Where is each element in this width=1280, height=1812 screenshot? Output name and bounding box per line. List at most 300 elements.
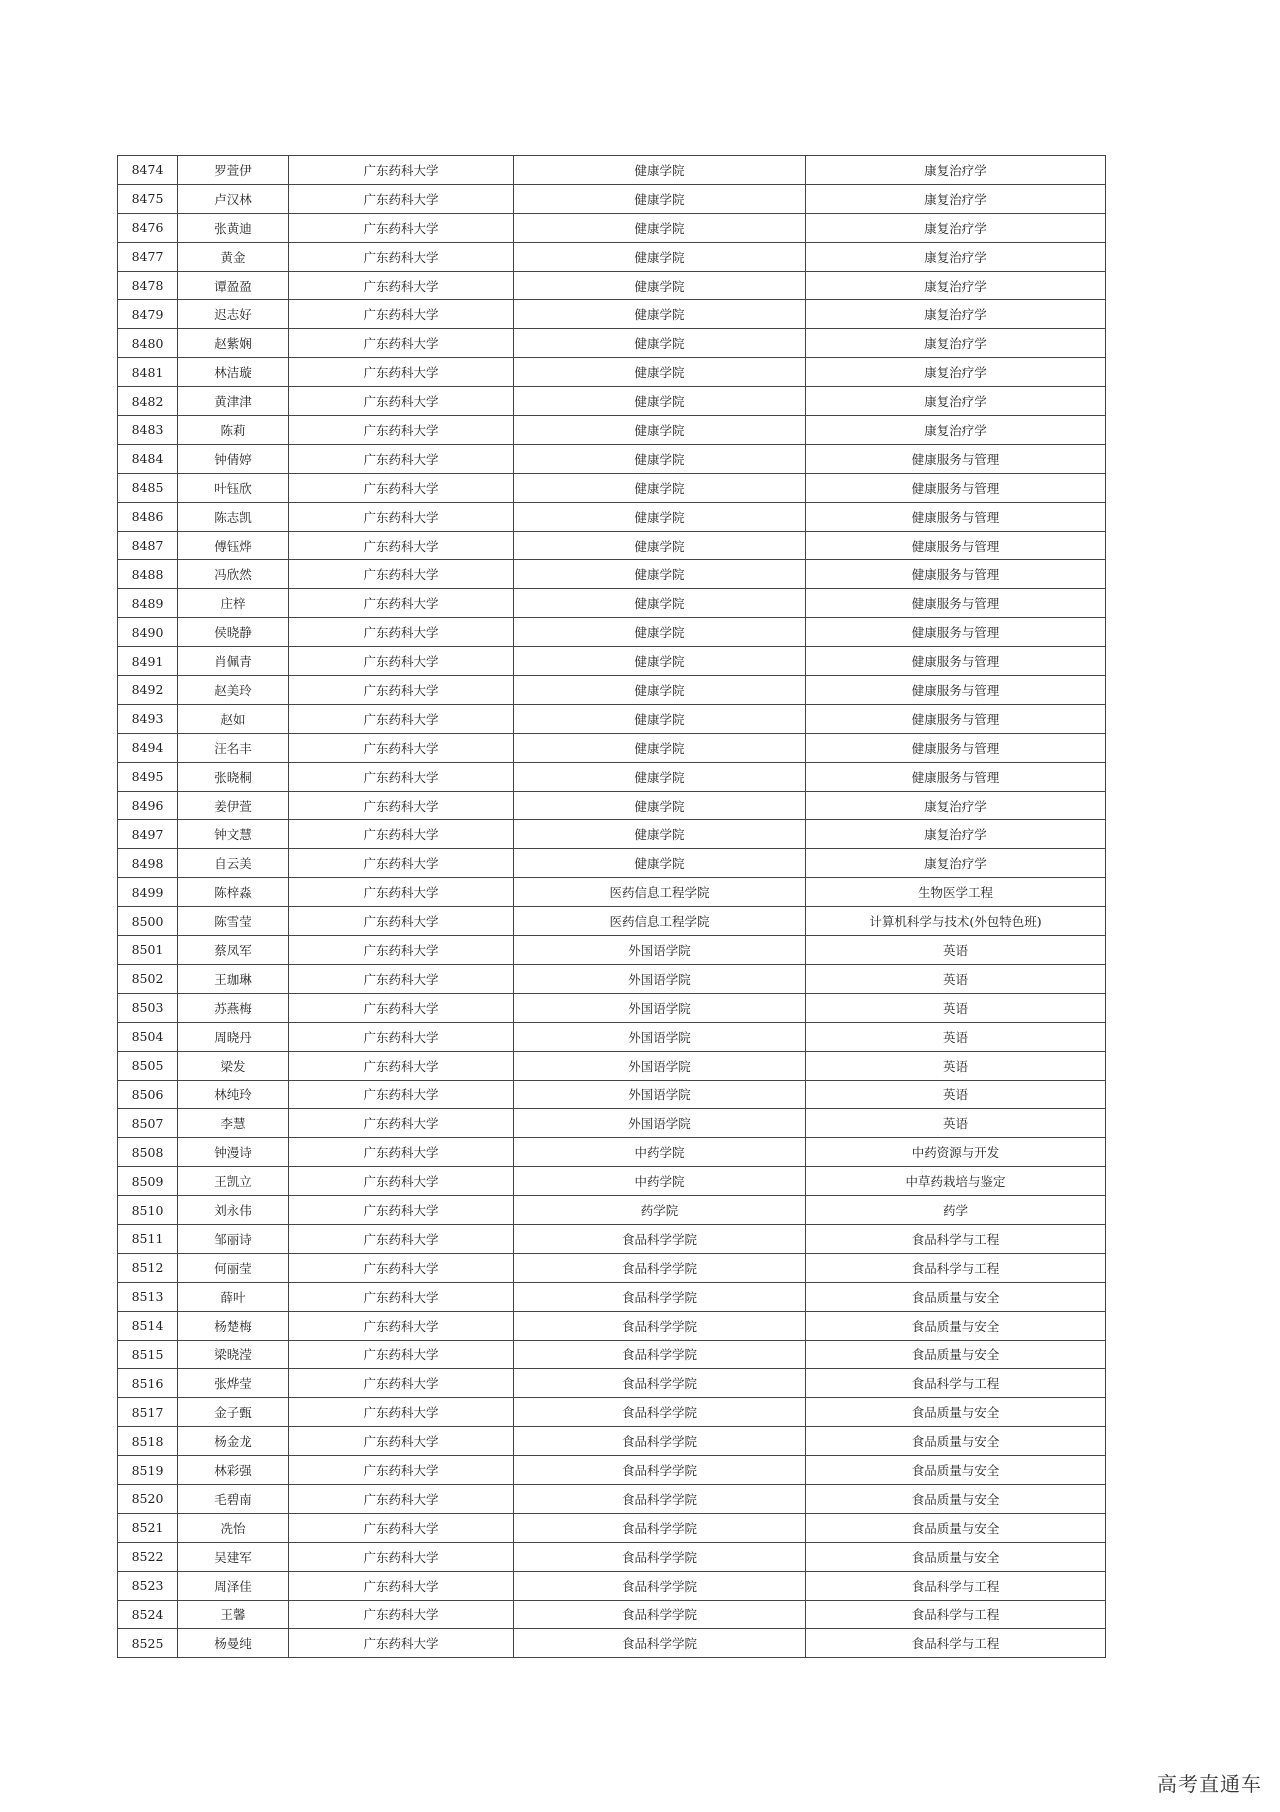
row-number-cell: 8512 xyxy=(118,1253,178,1282)
major-cell: 康复治疗学 xyxy=(806,849,1106,878)
major-cell: 健康服务与管理 xyxy=(806,618,1106,647)
college-cell: 食品科学学院 xyxy=(514,1340,806,1369)
major-cell: 康复治疗学 xyxy=(806,358,1106,387)
student-name-cell: 张黄迪 xyxy=(178,213,289,242)
university-cell: 广东药科大学 xyxy=(289,1629,514,1658)
college-cell: 食品科学学院 xyxy=(514,1427,806,1456)
row-number-cell: 8482 xyxy=(118,387,178,416)
table-row xyxy=(118,387,1106,416)
major-cell: 英语 xyxy=(806,964,1106,993)
major-cell: 康复治疗学 xyxy=(806,271,1106,300)
university-cell: 广东药科大学 xyxy=(289,704,514,733)
table-row xyxy=(118,1311,1106,1340)
university-cell: 广东药科大学 xyxy=(289,1513,514,1542)
table-row xyxy=(118,1629,1106,1658)
student-name-cell: 梁晓滢 xyxy=(178,1340,289,1369)
major-cell: 英语 xyxy=(806,1022,1106,1051)
student-name-cell: 庄梓 xyxy=(178,589,289,618)
university-cell: 广东药科大学 xyxy=(289,1542,514,1571)
major-cell: 食品科学与工程 xyxy=(806,1600,1106,1629)
row-number-cell: 8504 xyxy=(118,1022,178,1051)
row-number-cell: 8507 xyxy=(118,1109,178,1138)
row-number-cell: 8481 xyxy=(118,358,178,387)
university-cell: 广东药科大学 xyxy=(289,1138,514,1167)
student-name-cell: 吴建军 xyxy=(178,1542,289,1571)
college-cell: 食品科学学院 xyxy=(514,1311,806,1340)
table-row xyxy=(118,156,1106,185)
university-cell: 广东药科大学 xyxy=(289,184,514,213)
college-cell: 外国语学院 xyxy=(514,1109,806,1138)
table-row xyxy=(118,242,1106,271)
college-cell: 健康学院 xyxy=(514,502,806,531)
college-cell: 外国语学院 xyxy=(514,1080,806,1109)
college-cell: 药学院 xyxy=(514,1196,806,1225)
college-cell: 健康学院 xyxy=(514,184,806,213)
university-cell: 广东药科大学 xyxy=(289,1282,514,1311)
college-cell: 食品科学学院 xyxy=(514,1398,806,1427)
row-number-cell: 8502 xyxy=(118,964,178,993)
student-name-cell: 谭盈盈 xyxy=(178,271,289,300)
major-cell: 健康服务与管理 xyxy=(806,589,1106,618)
student-name-cell: 毛碧南 xyxy=(178,1484,289,1513)
college-cell: 食品科学学院 xyxy=(514,1282,806,1311)
student-name-cell: 黄金 xyxy=(178,242,289,271)
student-name-cell: 陈雪莹 xyxy=(178,907,289,936)
table-row xyxy=(118,1340,1106,1369)
table-row xyxy=(118,300,1106,329)
student-name-cell: 迟志好 xyxy=(178,300,289,329)
table-row xyxy=(118,531,1106,560)
college-cell: 食品科学学院 xyxy=(514,1542,806,1571)
college-cell: 医药信息工程学院 xyxy=(514,907,806,936)
row-number-cell: 8503 xyxy=(118,993,178,1022)
major-cell: 健康服务与管理 xyxy=(806,444,1106,473)
table-row xyxy=(118,329,1106,358)
university-cell: 广东药科大学 xyxy=(289,473,514,502)
student-name-cell: 周晓丹 xyxy=(178,1022,289,1051)
student-name-cell: 李慧 xyxy=(178,1109,289,1138)
major-cell: 康复治疗学 xyxy=(806,820,1106,849)
college-cell: 健康学院 xyxy=(514,618,806,647)
university-cell: 广东药科大学 xyxy=(289,1080,514,1109)
major-cell: 中药资源与开发 xyxy=(806,1138,1106,1167)
table-row xyxy=(118,907,1106,936)
row-number-cell: 8508 xyxy=(118,1138,178,1167)
table-row xyxy=(118,1138,1106,1167)
student-name-cell: 林彩强 xyxy=(178,1456,289,1485)
table-row xyxy=(118,473,1106,502)
college-cell: 健康学院 xyxy=(514,213,806,242)
college-cell: 健康学院 xyxy=(514,387,806,416)
student-name-cell: 苏燕梅 xyxy=(178,993,289,1022)
student-name-cell: 林纯玲 xyxy=(178,1080,289,1109)
college-cell: 健康学院 xyxy=(514,242,806,271)
college-cell: 健康学院 xyxy=(514,820,806,849)
table-row xyxy=(118,444,1106,473)
table-row xyxy=(118,1542,1106,1571)
major-cell: 健康服务与管理 xyxy=(806,502,1106,531)
table-body xyxy=(118,156,1106,1658)
student-name-cell: 陈莉 xyxy=(178,416,289,445)
student-name-cell: 钟倩婷 xyxy=(178,444,289,473)
major-cell: 食品质量与安全 xyxy=(806,1398,1106,1427)
row-number-cell: 8524 xyxy=(118,1600,178,1629)
student-name-cell: 杨楚梅 xyxy=(178,1311,289,1340)
student-name-cell: 冼怡 xyxy=(178,1513,289,1542)
university-cell: 广东药科大学 xyxy=(289,1340,514,1369)
student-name-cell: 王馨 xyxy=(178,1600,289,1629)
major-cell: 英语 xyxy=(806,1051,1106,1080)
university-cell: 广东药科大学 xyxy=(289,444,514,473)
table-row xyxy=(118,416,1106,445)
college-cell: 食品科学学院 xyxy=(514,1456,806,1485)
university-cell: 广东药科大学 xyxy=(289,1571,514,1600)
row-number-cell: 8505 xyxy=(118,1051,178,1080)
university-cell: 广东药科大学 xyxy=(289,791,514,820)
row-number-cell: 8515 xyxy=(118,1340,178,1369)
university-cell: 广东药科大学 xyxy=(289,560,514,589)
university-cell: 广东药科大学 xyxy=(289,1311,514,1340)
student-name-cell: 钟漫诗 xyxy=(178,1138,289,1167)
row-number-cell: 8492 xyxy=(118,676,178,705)
table-row xyxy=(118,1109,1106,1138)
row-number-cell: 8475 xyxy=(118,184,178,213)
major-cell: 食品科学与工程 xyxy=(806,1571,1106,1600)
row-number-cell: 8525 xyxy=(118,1629,178,1658)
college-cell: 健康学院 xyxy=(514,271,806,300)
table-row xyxy=(118,1022,1106,1051)
college-cell: 食品科学学院 xyxy=(514,1513,806,1542)
table-row xyxy=(118,1484,1106,1513)
table-row xyxy=(118,560,1106,589)
row-number-cell: 8483 xyxy=(118,416,178,445)
university-cell: 广东药科大学 xyxy=(289,964,514,993)
major-cell: 食品科学与工程 xyxy=(806,1253,1106,1282)
student-name-cell: 赵紫娴 xyxy=(178,329,289,358)
major-cell: 康复治疗学 xyxy=(806,329,1106,358)
college-cell: 健康学院 xyxy=(514,676,806,705)
row-number-cell: 8478 xyxy=(118,271,178,300)
student-name-cell: 杨金龙 xyxy=(178,1427,289,1456)
row-number-cell: 8484 xyxy=(118,444,178,473)
student-name-cell: 赵美玲 xyxy=(178,676,289,705)
student-name-cell: 邹丽诗 xyxy=(178,1224,289,1253)
major-cell: 英语 xyxy=(806,1109,1106,1138)
college-cell: 外国语学院 xyxy=(514,936,806,965)
university-cell: 广东药科大学 xyxy=(289,156,514,185)
table-row xyxy=(118,1167,1106,1196)
row-number-cell: 8497 xyxy=(118,820,178,849)
student-name-cell: 蔡凤军 xyxy=(178,936,289,965)
table-row xyxy=(118,358,1106,387)
student-name-cell: 张烨莹 xyxy=(178,1369,289,1398)
student-name-cell: 杨曼纯 xyxy=(178,1629,289,1658)
student-name-cell: 王珈琳 xyxy=(178,964,289,993)
table-row xyxy=(118,1513,1106,1542)
major-cell: 食品质量与安全 xyxy=(806,1282,1106,1311)
university-cell: 广东药科大学 xyxy=(289,271,514,300)
table-row xyxy=(118,589,1106,618)
row-number-cell: 8490 xyxy=(118,618,178,647)
college-cell: 外国语学院 xyxy=(514,964,806,993)
major-cell: 康复治疗学 xyxy=(806,300,1106,329)
row-number-cell: 8521 xyxy=(118,1513,178,1542)
student-name-cell: 汪名丰 xyxy=(178,733,289,762)
college-cell: 外国语学院 xyxy=(514,1051,806,1080)
college-cell: 健康学院 xyxy=(514,329,806,358)
college-cell: 食品科学学院 xyxy=(514,1571,806,1600)
major-cell: 康复治疗学 xyxy=(806,213,1106,242)
major-cell: 英语 xyxy=(806,993,1106,1022)
university-cell: 广东药科大学 xyxy=(289,1427,514,1456)
university-cell: 广东药科大学 xyxy=(289,849,514,878)
row-number-cell: 8501 xyxy=(118,936,178,965)
student-name-cell: 梁发 xyxy=(178,1051,289,1080)
row-number-cell: 8476 xyxy=(118,213,178,242)
college-cell: 食品科学学院 xyxy=(514,1629,806,1658)
college-cell: 健康学院 xyxy=(514,762,806,791)
row-number-cell: 8506 xyxy=(118,1080,178,1109)
row-number-cell: 8488 xyxy=(118,560,178,589)
admission-list-table-container xyxy=(117,155,1105,1658)
table-row xyxy=(118,1196,1106,1225)
college-cell: 健康学院 xyxy=(514,444,806,473)
row-number-cell: 8499 xyxy=(118,878,178,907)
major-cell: 健康服务与管理 xyxy=(806,762,1106,791)
table-row xyxy=(118,213,1106,242)
university-cell: 广东药科大学 xyxy=(289,1022,514,1051)
table-row xyxy=(118,1398,1106,1427)
major-cell: 康复治疗学 xyxy=(806,242,1106,271)
major-cell: 食品质量与安全 xyxy=(806,1311,1106,1340)
row-number-cell: 8511 xyxy=(118,1224,178,1253)
row-number-cell: 8513 xyxy=(118,1282,178,1311)
student-name-cell: 冯欣然 xyxy=(178,560,289,589)
university-cell: 广东药科大学 xyxy=(289,676,514,705)
college-cell: 健康学院 xyxy=(514,358,806,387)
student-name-cell: 陈志凯 xyxy=(178,502,289,531)
major-cell: 康复治疗学 xyxy=(806,791,1106,820)
college-cell: 医药信息工程学院 xyxy=(514,878,806,907)
row-number-cell: 8500 xyxy=(118,907,178,936)
table-row xyxy=(118,849,1106,878)
student-name-cell: 罗萱伊 xyxy=(178,156,289,185)
row-number-cell: 8517 xyxy=(118,1398,178,1427)
student-name-cell: 刘永伟 xyxy=(178,1196,289,1225)
row-number-cell: 8494 xyxy=(118,733,178,762)
university-cell: 广东药科大学 xyxy=(289,647,514,676)
college-cell: 中药学院 xyxy=(514,1167,806,1196)
college-cell: 健康学院 xyxy=(514,589,806,618)
table-row xyxy=(118,704,1106,733)
table-row xyxy=(118,1600,1106,1629)
university-cell: 广东药科大学 xyxy=(289,1167,514,1196)
row-number-cell: 8519 xyxy=(118,1456,178,1485)
university-cell: 广东药科大学 xyxy=(289,936,514,965)
table-row xyxy=(118,184,1106,213)
major-cell: 生物医学工程 xyxy=(806,878,1106,907)
college-cell: 健康学院 xyxy=(514,733,806,762)
row-number-cell: 8493 xyxy=(118,704,178,733)
major-cell: 中草药栽培与鉴定 xyxy=(806,1167,1106,1196)
student-name-cell: 肖佩青 xyxy=(178,647,289,676)
major-cell: 健康服务与管理 xyxy=(806,704,1106,733)
university-cell: 广东药科大学 xyxy=(289,1051,514,1080)
student-name-cell: 何丽莹 xyxy=(178,1253,289,1282)
table-row xyxy=(118,618,1106,647)
student-name-cell: 自云美 xyxy=(178,849,289,878)
table-row xyxy=(118,791,1106,820)
major-cell: 健康服务与管理 xyxy=(806,560,1106,589)
major-cell: 药学 xyxy=(806,1196,1106,1225)
university-cell: 广东药科大学 xyxy=(289,300,514,329)
student-name-cell: 王凯立 xyxy=(178,1167,289,1196)
major-cell: 食品科学与工程 xyxy=(806,1224,1106,1253)
college-cell: 食品科学学院 xyxy=(514,1600,806,1629)
major-cell: 健康服务与管理 xyxy=(806,676,1106,705)
university-cell: 广东药科大学 xyxy=(289,762,514,791)
major-cell: 英语 xyxy=(806,936,1106,965)
student-name-cell: 赵如 xyxy=(178,704,289,733)
table-row xyxy=(118,733,1106,762)
college-cell: 健康学院 xyxy=(514,704,806,733)
major-cell: 健康服务与管理 xyxy=(806,531,1106,560)
university-cell: 广东药科大学 xyxy=(289,1600,514,1629)
student-name-cell: 侯晓静 xyxy=(178,618,289,647)
college-cell: 食品科学学院 xyxy=(514,1369,806,1398)
college-cell: 健康学院 xyxy=(514,849,806,878)
university-cell: 广东药科大学 xyxy=(289,502,514,531)
table-row xyxy=(118,676,1106,705)
college-cell: 健康学院 xyxy=(514,156,806,185)
student-name-cell: 傅钰烨 xyxy=(178,531,289,560)
university-cell: 广东药科大学 xyxy=(289,1224,514,1253)
college-cell: 食品科学学院 xyxy=(514,1484,806,1513)
student-name-cell: 黄津津 xyxy=(178,387,289,416)
university-cell: 广东药科大学 xyxy=(289,1196,514,1225)
major-cell: 英语 xyxy=(806,1080,1106,1109)
major-cell: 食品质量与安全 xyxy=(806,1456,1106,1485)
watermark-logo-text: 高考直通车 xyxy=(1157,1772,1262,1796)
row-number-cell: 8479 xyxy=(118,300,178,329)
row-number-cell: 8516 xyxy=(118,1369,178,1398)
major-cell: 食品质量与安全 xyxy=(806,1484,1106,1513)
major-cell: 健康服务与管理 xyxy=(806,647,1106,676)
row-number-cell: 8480 xyxy=(118,329,178,358)
row-number-cell: 8485 xyxy=(118,473,178,502)
university-cell: 广东药科大学 xyxy=(289,733,514,762)
row-number-cell: 8477 xyxy=(118,242,178,271)
table-row xyxy=(118,1080,1106,1109)
row-number-cell: 8520 xyxy=(118,1484,178,1513)
university-cell: 广东药科大学 xyxy=(289,1398,514,1427)
university-cell: 广东药科大学 xyxy=(289,213,514,242)
table-row xyxy=(118,1253,1106,1282)
university-cell: 广东药科大学 xyxy=(289,387,514,416)
college-cell: 健康学院 xyxy=(514,531,806,560)
university-cell: 广东药科大学 xyxy=(289,618,514,647)
college-cell: 健康学院 xyxy=(514,560,806,589)
student-name-cell: 周泽佳 xyxy=(178,1571,289,1600)
student-name-cell: 林洁璇 xyxy=(178,358,289,387)
major-cell: 食品质量与安全 xyxy=(806,1513,1106,1542)
major-cell: 康复治疗学 xyxy=(806,184,1106,213)
row-number-cell: 8523 xyxy=(118,1571,178,1600)
university-cell: 广东药科大学 xyxy=(289,907,514,936)
college-cell: 健康学院 xyxy=(514,647,806,676)
university-cell: 广东药科大学 xyxy=(289,820,514,849)
row-number-cell: 8474 xyxy=(118,156,178,185)
major-cell: 康复治疗学 xyxy=(806,156,1106,185)
major-cell: 健康服务与管理 xyxy=(806,733,1106,762)
row-number-cell: 8495 xyxy=(118,762,178,791)
university-cell: 广东药科大学 xyxy=(289,589,514,618)
university-cell: 广东药科大学 xyxy=(289,993,514,1022)
major-cell: 食品质量与安全 xyxy=(806,1427,1106,1456)
table-row xyxy=(118,1051,1106,1080)
university-cell: 广东药科大学 xyxy=(289,1369,514,1398)
table-row xyxy=(118,820,1106,849)
table-row xyxy=(118,1282,1106,1311)
university-cell: 广东药科大学 xyxy=(289,1253,514,1282)
row-number-cell: 8514 xyxy=(118,1311,178,1340)
row-number-cell: 8522 xyxy=(118,1542,178,1571)
table-row xyxy=(118,993,1106,1022)
student-name-cell: 卢汉林 xyxy=(178,184,289,213)
table-row xyxy=(118,878,1106,907)
major-cell: 健康服务与管理 xyxy=(806,473,1106,502)
student-name-cell: 薛叶 xyxy=(178,1282,289,1311)
row-number-cell: 8510 xyxy=(118,1196,178,1225)
major-cell: 康复治疗学 xyxy=(806,387,1106,416)
major-cell: 食品质量与安全 xyxy=(806,1340,1106,1369)
row-number-cell: 8498 xyxy=(118,849,178,878)
table-row xyxy=(118,936,1106,965)
major-cell: 食品科学与工程 xyxy=(806,1369,1106,1398)
row-number-cell: 8487 xyxy=(118,531,178,560)
table-row xyxy=(118,762,1106,791)
table-row xyxy=(118,1571,1106,1600)
college-cell: 健康学院 xyxy=(514,791,806,820)
university-cell: 广东药科大学 xyxy=(289,1456,514,1485)
college-cell: 健康学院 xyxy=(514,300,806,329)
university-cell: 广东药科大学 xyxy=(289,1109,514,1138)
row-number-cell: 8489 xyxy=(118,589,178,618)
major-cell: 食品质量与安全 xyxy=(806,1542,1106,1571)
student-name-cell: 张晓桐 xyxy=(178,762,289,791)
table-row xyxy=(118,1427,1106,1456)
row-number-cell: 8509 xyxy=(118,1167,178,1196)
college-cell: 食品科学学院 xyxy=(514,1253,806,1282)
college-cell: 健康学院 xyxy=(514,473,806,502)
university-cell: 广东药科大学 xyxy=(289,878,514,907)
university-cell: 广东药科大学 xyxy=(289,358,514,387)
college-cell: 食品科学学院 xyxy=(514,1224,806,1253)
college-cell: 外国语学院 xyxy=(514,1022,806,1051)
university-cell: 广东药科大学 xyxy=(289,416,514,445)
table-row xyxy=(118,1456,1106,1485)
table-row xyxy=(118,964,1106,993)
row-number-cell: 8486 xyxy=(118,502,178,531)
college-cell: 健康学院 xyxy=(514,416,806,445)
table-row xyxy=(118,1224,1106,1253)
table-row xyxy=(118,647,1106,676)
major-cell: 计算机科学与技术(外包特色班) xyxy=(806,907,1106,936)
table-row xyxy=(118,271,1106,300)
university-cell: 广东药科大学 xyxy=(289,242,514,271)
student-name-cell: 金子甄 xyxy=(178,1398,289,1427)
college-cell: 外国语学院 xyxy=(514,993,806,1022)
